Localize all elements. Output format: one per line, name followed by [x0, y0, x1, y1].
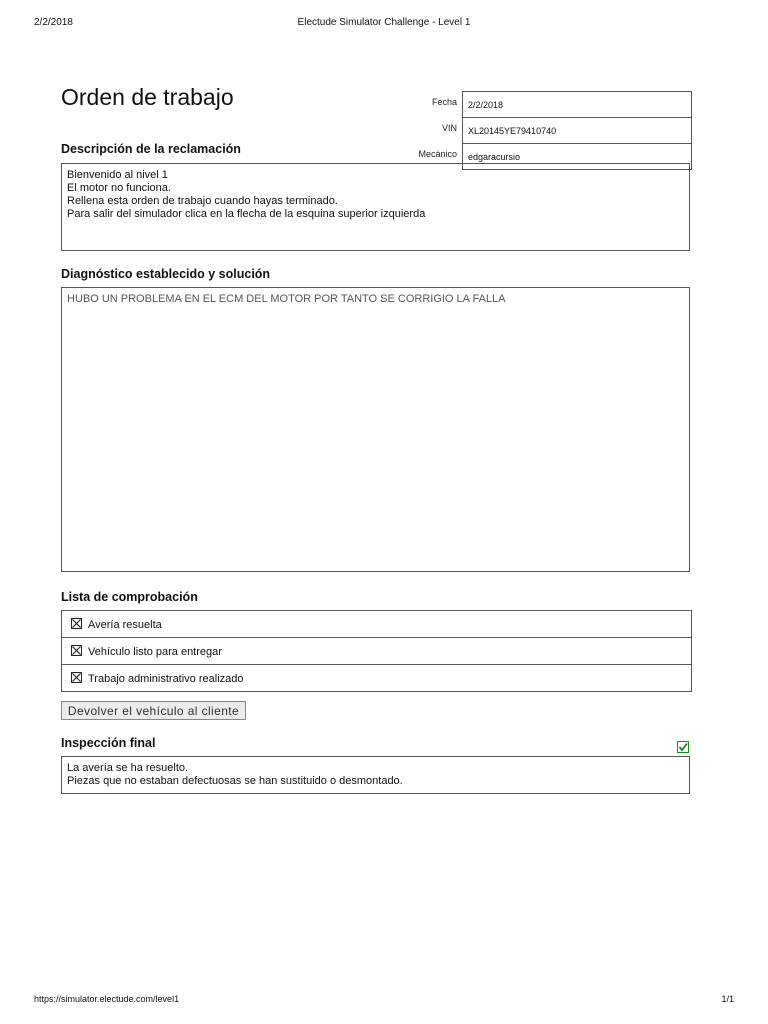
print-footer: [0, 994, 768, 1008]
print-header: [0, 17, 768, 31]
complaint-line: Bienvenido al nivel 1: [67, 169, 168, 181]
checklist-item-label: Vehículo listo para entregar: [88, 645, 222, 658]
print-title: Electude Simulator Challenge - Level 1: [297, 17, 471, 28]
mechanic-label: Mecánico: [418, 148, 457, 159]
checklist-item[interactable]: [62, 665, 692, 692]
date-label: Fecha: [431, 96, 457, 107]
info-row-vin: [400, 118, 692, 144]
print-url: https://simulator.electude.com/level1: [34, 994, 180, 1004]
final-inspection-line: Piezas que no estaban defectuosas se han sustituido o desmontado.: [67, 775, 403, 787]
checklist-item[interactable]: [62, 638, 692, 665]
mechanic-value: edgaracursio: [463, 144, 692, 170]
print-date: 2/2/2018: [34, 17, 73, 28]
page-title: Orden de trabajo: [61, 84, 234, 110]
checkbox-checked-icon[interactable]: [71, 672, 82, 683]
complaint-line: Rellena esta orden de trabajo cuando hayas terminado.: [67, 195, 338, 207]
vin-value: XL20145YE79410740: [463, 118, 692, 144]
checklist-item-label: Avería resuelta: [88, 618, 162, 631]
final-inspection-line: La avería se ha resuelto.: [67, 762, 189, 774]
final-inspection-box: [61, 756, 690, 794]
diagnosis-textarea[interactable]: [61, 287, 690, 572]
complaint-heading: Descripción de la reclamación: [61, 142, 241, 156]
final-inspection-heading: Inspección final: [61, 736, 156, 750]
checkbox-checked-icon[interactable]: [71, 645, 82, 656]
return-vehicle-button[interactable]: Devolver el vehículo al cliente: [61, 701, 246, 720]
diagnosis-heading: Diagnóstico establecido y solución: [61, 267, 271, 281]
checklist-item[interactable]: [62, 611, 692, 638]
info-row-date: [400, 92, 692, 118]
checklist: [61, 610, 692, 692]
checkbox-checked-icon[interactable]: [71, 618, 82, 629]
complaint-line: Para salir del simulador clica en la flecha de la esquina superior izquierda: [67, 208, 426, 220]
checklist-item-label: Trabajo administrativo realizado: [88, 672, 244, 685]
work-order-info: [400, 91, 692, 170]
complaint-box: [61, 163, 690, 251]
diagnosis-text: HUBO UN PROBLEMA EN EL ECM DEL MOTOR POR TANTO SE CORRIGIO LA FALLA: [67, 293, 506, 305]
date-value: 2/2/2018: [463, 92, 692, 118]
vin-label: VIN: [441, 122, 457, 133]
complaint-line: El motor no funciona.: [67, 182, 171, 194]
page-counter: 1/1: [721, 994, 734, 1004]
checklist-heading: Lista de comprobación: [61, 590, 198, 604]
check-icon: [677, 741, 689, 753]
